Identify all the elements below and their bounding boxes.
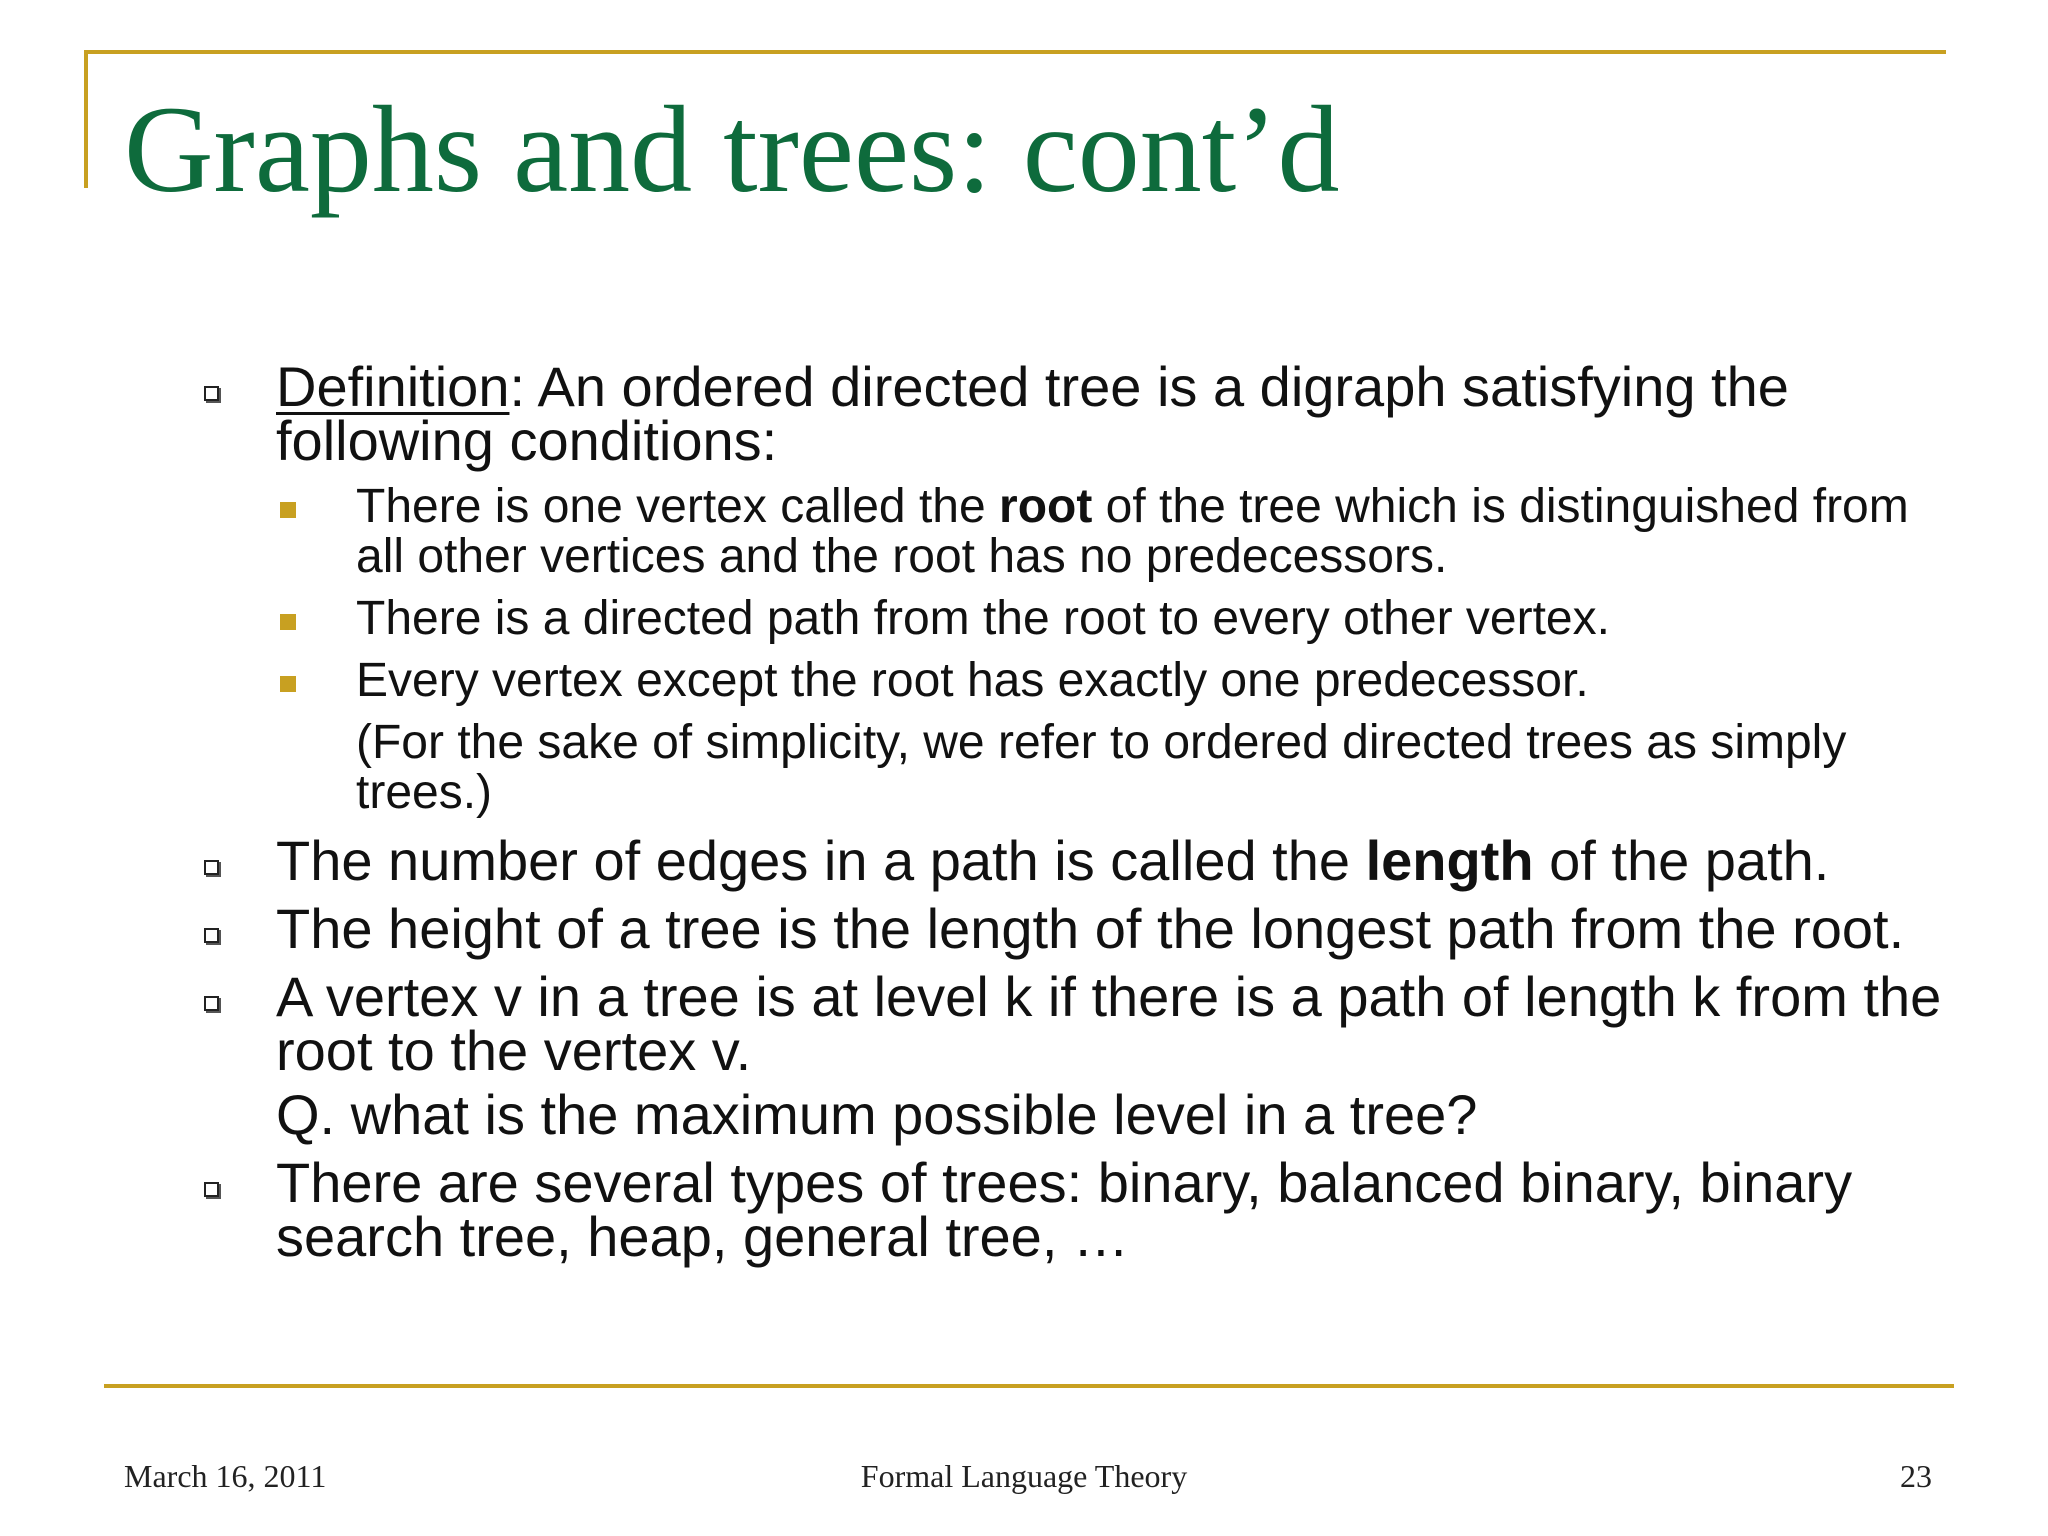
filled-square-bullet-icon — [280, 614, 296, 630]
root-condition-item — [200, 482, 1960, 582]
simplicity-note: (For the sake of simplicity, we refer to ordered directed trees as simply trees.) — [356, 716, 1847, 819]
root-condition-text-post: of the tree which is distinguished from all other vertices and the root has no predecessors. — [356, 480, 1909, 583]
definition-text: : An ordered directed tree is a digraph satisfying the following conditions: — [276, 355, 1789, 472]
predecessor-condition-text: Every vertex except the root has exactly one predecessor. — [356, 654, 1589, 707]
level-item — [200, 965, 1960, 1082]
hollow-square-bullet-icon — [204, 860, 219, 875]
hollow-square-bullet-icon — [204, 996, 219, 1011]
hollow-square-bullet-icon — [204, 386, 219, 401]
root-condition-text-pre: There is one vertex called the — [356, 480, 1000, 533]
filled-square-bullet-icon — [280, 502, 296, 518]
length-term: length — [1365, 829, 1534, 892]
slide-body — [200, 355, 1960, 1278]
filled-square-bullet-icon — [280, 676, 296, 692]
tree-types-item — [200, 1151, 1960, 1268]
height-text: The height of a tree is the length of the longest path from the root. — [276, 897, 1905, 960]
height-item — [200, 897, 1960, 960]
path-condition-text: There is a directed path from the root to every other vertex. — [356, 592, 1610, 645]
path-condition-item — [200, 594, 1960, 644]
hollow-square-bullet-icon — [204, 1182, 219, 1197]
footer-date: March 16, 2011 — [124, 1458, 327, 1494]
level-text: A vertex v in a tree is at level k if there is a path of length k from the root to the vertex v. — [276, 965, 1942, 1082]
question-text: Q. what is the maximum possible level in a tree? — [276, 1083, 1478, 1146]
length-item — [200, 829, 1960, 892]
definition-item — [200, 355, 1960, 472]
footer-course: Formal Language Theory — [860, 1458, 1188, 1494]
bottom-rule — [104, 1384, 1954, 1388]
slide-title: Graphs and trees: cont’d — [124, 81, 1340, 218]
hollow-square-bullet-icon — [204, 928, 219, 943]
left-rule — [84, 50, 88, 188]
root-term: root — [999, 480, 1093, 533]
length-text-post: of the path. — [1533, 829, 1830, 892]
tree-types-text: There are several types of trees: binary, balanced binary, binary search tree, heap, general tree, … — [276, 1151, 1853, 1268]
top-rule — [84, 50, 1946, 54]
predecessor-condition-item — [200, 656, 1960, 706]
definition-term: Definition — [276, 355, 510, 418]
footer-page-number: 23 — [1900, 1458, 1932, 1494]
length-text-pre: The number of edges in a path is called the — [276, 829, 1366, 892]
